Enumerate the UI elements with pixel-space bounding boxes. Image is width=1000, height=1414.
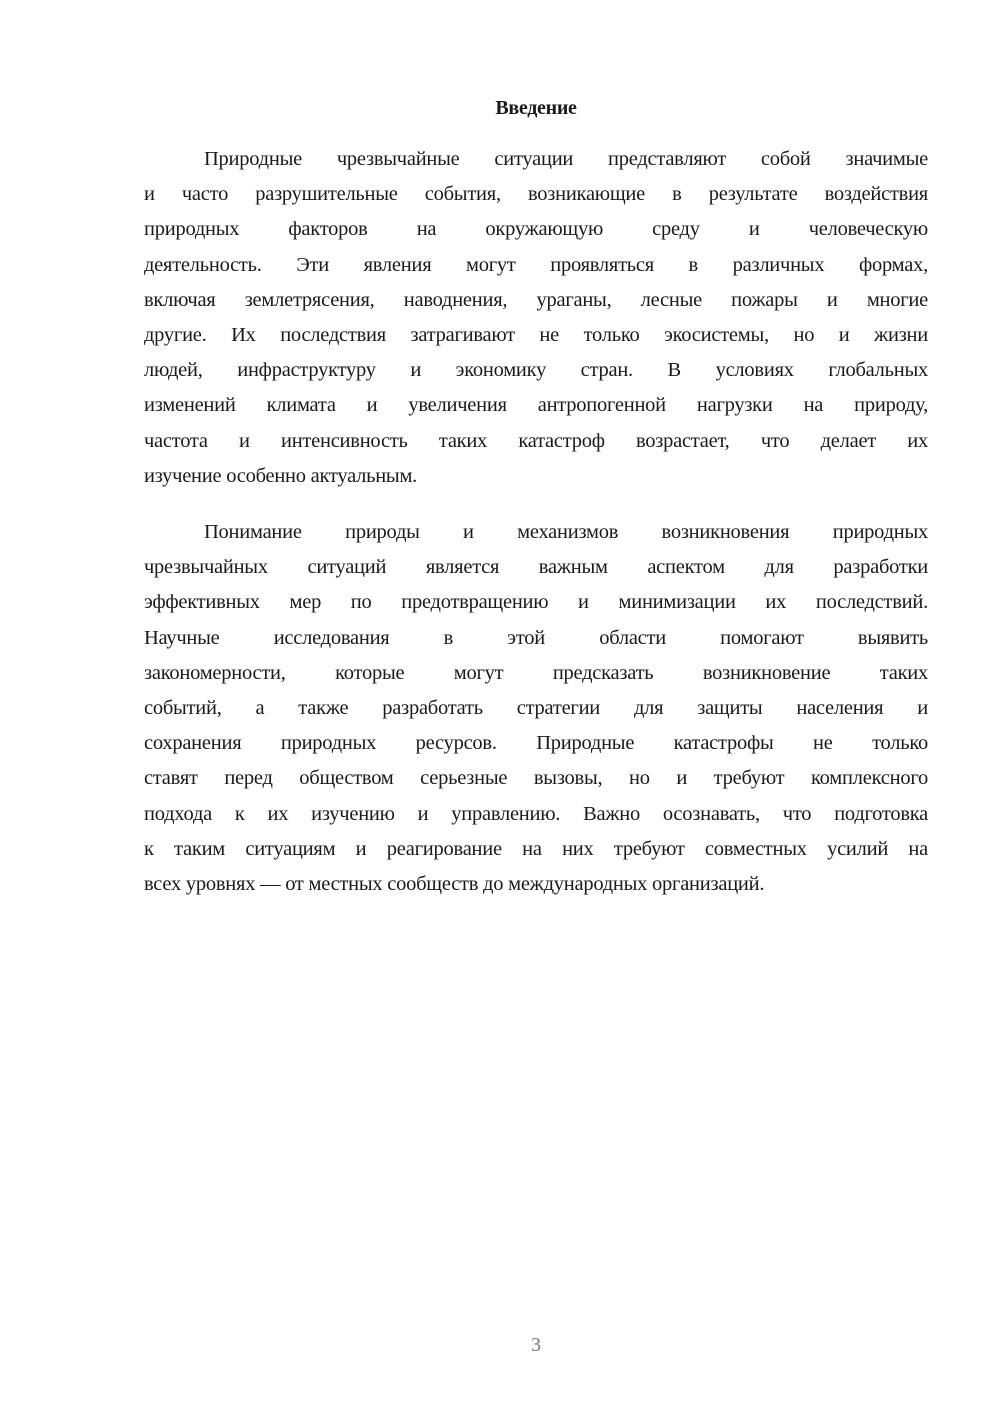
text-line: людей, инфраструктуру и экономику стран. В условиях глобальных	[144, 359, 928, 382]
text-line: к таким ситуациям и реагирование на них требуют совместных усилий на	[144, 837, 928, 860]
text-line: закономерности, которые могут предсказать возникновение таких	[144, 661, 928, 684]
text-line: ставят перед обществом серьезные вызовы, но и требуют комплексного	[144, 767, 928, 790]
text-line: подхода к их изучению и управлению. Важно осознавать, что подготовка	[144, 802, 928, 825]
text-line: изменений климата и увеличения антропогенной нагрузки на природу,	[144, 394, 928, 417]
text-line: и часто разрушительные события, возникающие в результате воздействия	[144, 183, 928, 206]
text-line: Природные чрезвычайные ситуации представляют собой значимые	[204, 148, 928, 170]
text-line: частота и интенсивность таких катастроф возрастает, что делает их	[144, 429, 928, 452]
text-line: событий, а также разработать стратегии для защиты населения и	[144, 696, 928, 719]
text-line: другие. Их последствия затрагивают не только экосистемы, но и жизни	[144, 323, 928, 346]
text-line: эффективных мер по предотвращению и минимизации их последствий.	[144, 591, 928, 614]
text-line: всех уровнях — от местных сообществ до международных организаций.	[144, 872, 765, 895]
text-line: природных факторов на окружающую среду и человеческую	[144, 218, 928, 241]
page-number: 3	[531, 1334, 541, 1356]
text-line: изучение особенно актуальным.	[144, 464, 418, 487]
text-line: включая землетрясения, наводнения, ураганы, лесные пожары и многие	[144, 288, 928, 311]
section-title: Введение	[495, 97, 577, 119]
text-line: Понимание природы и механизмов возникновения природных	[204, 521, 928, 543]
text-line: деятельность. Эти явления могут проявляться в различных формах,	[144, 253, 928, 276]
paragraph-2	[144, 515, 928, 902]
text-line: сохранения природных ресурсов. Природные катастрофы не только	[144, 732, 928, 755]
text-line: Научные исследования в этой области помогают выявить	[144, 626, 928, 649]
text-line: чрезвычайных ситуаций является важным аспектом для разработки	[144, 556, 928, 579]
paragraph-1	[144, 142, 928, 494]
